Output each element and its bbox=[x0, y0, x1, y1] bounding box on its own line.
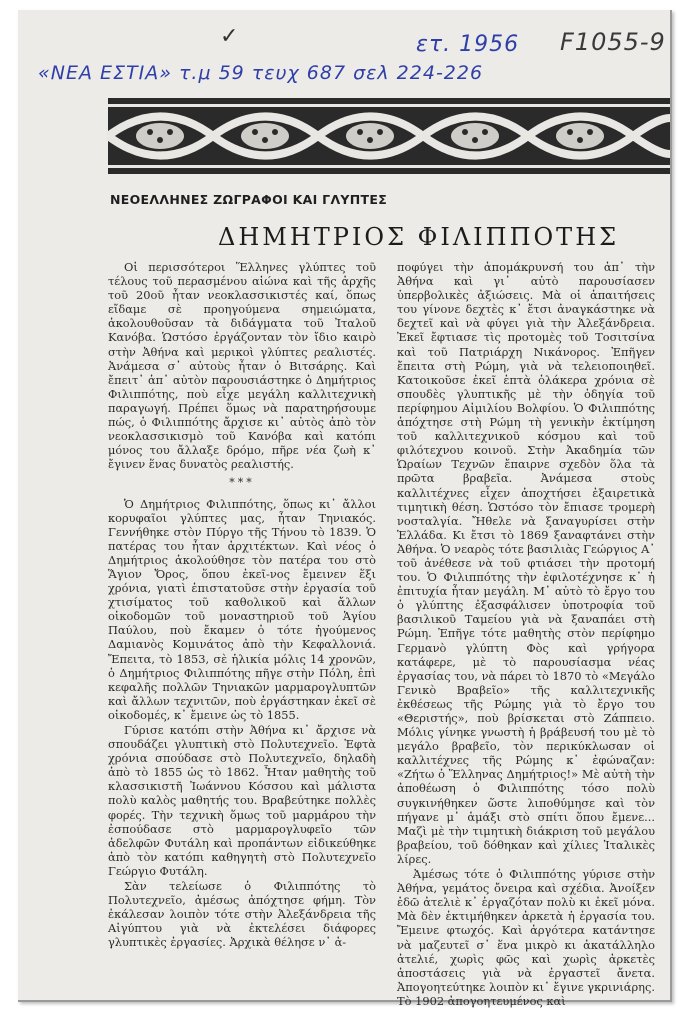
paragraph: Οἱ περισσότεροι Ἕλληνες γλύπτες τοῦ τέλους τοῦ περασμένου αἰώνα καὶ τῆς ἀρχῆς τοῦ 20οῦ ἦταν νεοκλασσικιστές καί, ὅπως εἴδαμε σὲ προηγούμενα σημειώματα, ἀκολουθοῦσαν τὰ διδάγματα τοῦ Ἰταλοῦ Κανόβα. Ὡστόσο ἐργάζονταν τὸν ἴδιο καιρὸ στὴν Ἀθήνα καὶ μερικοὶ γλύπτες ρεαλιστές. Ἀνάμεσα σ᾽ αὐτοὺς ἦταν ὁ Βιτσάρης. Καὶ ἔπειτ᾽ ἀπ᾽ αὐτὸν παρουσιάστηκε ὁ Δημήτριος Φιλιππότης, ποὺ εἶχε μεγάλη καλλιτεχνικὴ παραγωγή. Πρέπει ὅμως νὰ παρατηρήσουμε πώς, ὁ Φιλιππότης ἄρχισε κι᾽ αὐτὸς ἀπὸ τὸν νεοκλασσικισμὸ τοῦ Κανόβα καὶ κατόπι μόνος του ἄλλαξε δρόμο, πῆρε νέα ζωὴ κ᾽ ἔγινεν ἕνας δυνατὸς ρεαλιστής. bbox=[108, 260, 376, 472]
section-separator: *** bbox=[229, 476, 255, 490]
handwritten-checkmark: ✓ bbox=[220, 24, 240, 49]
handwritten-source-reference: «ΝΕΑ ΕΣΤΙΑ» τ.μ 59 τευχ 687 σελ 224-226 bbox=[38, 62, 484, 84]
right-column bbox=[397, 260, 655, 1008]
paragraph: Σὰν τελείωσε ὁ Φιλιππότης τὸ Πολυτεχνεῖο, ἀμέσως ἀπόχτησε φήμη. Τὸν ἐκάλεσαν λοιπὸν τότε στὴν Ἀλεξάνδρεια τῆς Αἰγύπτου γιὰ νὰ ἐκτελέσει διάφορες γλυπτικὲς ἐργασίες. Ἀρχικὰ θέλησε ν᾽ ἀ- bbox=[108, 879, 376, 950]
paragraph: Ὁ Δημήτριος Φιλιππότης, ὅπως κι᾽ ἄλλοι κορυφαῖοι γλύπτες μας, ἦταν Τηνιακός. Γεννήθηκε στὸν Πύργο τῆς Τήνου τὸ 1839. Ὁ πατέρας του ἦταν ἀρχιτέκτων. Καὶ νέος ὁ Δημήτριος ἀκολούθησε τὸν πατέρα του στὸ Ἅγιον Ὄρος, ὅπου ἐκεῖ-νος ἔμεινεν ἕξι χρόνια, γιατὶ ἐπιστατοῦσε στὴν ἐργασία τοῦ χτισίματος τοῦ καθολικοῦ καὶ ἄλλων οἰκοδομῶν τοῦ μοναστηριοῦ τοῦ Ἁγίου Παύλου, ποὺ ἔκαμεν ὁ τότε ἡγούμενος Δαμιανὸς Κομινάτος ἀπὸ τὴν Κεφαλλονιά. Ἔπειτα, τὸ 1853, σὲ ἡλικία μόλις 14 χρονῶν, ὁ Δημήτριος Φιλιππότης πῆγε στὴν Πόλη, ἐπὶ κεφαλῆς πολλῶν Τηνιακῶν μαρμαρογλυπτῶν καὶ ἄλλων τεχνιτῶν, ποὺ ἐργάστηκαν ἐκεῖ σὲ οἰκοδομές, κ᾽ ἔμεινε ὡς τὸ 1855. bbox=[108, 496, 376, 722]
handwritten-archive-code: F1055-9 bbox=[560, 28, 666, 56]
section-heading: ΝΕΟΕΛΛΗΝΕΣ ΖΩΓΡΑΦΟΙ ΚΑΙ ΓΛΥΠΤΕΣ bbox=[110, 192, 388, 207]
left-column bbox=[108, 260, 376, 950]
handwritten-date: ετ. 1956 bbox=[416, 32, 520, 57]
clipping-page bbox=[18, 10, 672, 1008]
paragraph: Ἀμέσως τότε ὁ Φιλιππότης γύρισε στὴν Ἀθήνα, γεμάτος ὄνειρα καὶ σχέδια. Ἀνοίξεν ἐδῶ ἀτελιὲ κ᾽ ἐργαζόταν πολὺ κι ἐκεῖ μόνα. Μὰ δὲν ἐκτιμήθηκεν ἀρκετὰ ἡ ἐργασία του. Ἔμεινε φτωχός. Καὶ ἀργότερα κατάντησε νὰ μαζευτεῖ σ᾽ ἕνα μικρὸ κι ἀκατάλληλο ἀτελιέ, χωρὶς φῶς καὶ χωρὶς ἀρκετὲς ἀποστάσεις γιὰ νὰ ἐργαστεῖ ἄνετα. Ἀπογοητεύτηκε λοιπὸν κι᾽ ἔγινε γκρινιάρης. Τὸ 1902 ἀπογοητευμένος καὶ bbox=[397, 867, 655, 1008]
paragraph: Γύρισε κατόπι στὴν Ἀθήνα κι᾽ ἄρχισε νὰ σπουδάζει γλυπτικὴ στὸ Πολυτεχνεῖο. Ἑφτὰ χρόνια σπούδασε στὸ Πολυτεχνεῖο, δηλαδὴ ἀπὸ τὸ 1855 ὡς τὸ 1862. Ἦταν μαθητὴς τοῦ κλασσικιστῆ Ἰωάννου Κόσσου καὶ μάλιστα πολὺ καλὸς μαθητής του. Βραβεύτηκε πολλὲς φορές. Τὴν τεχνικὴ ὅμως τοῦ μαρμάρου τὴν ἐσπούδασε στὸ μαρμαρογλυφεῖο τῶν ἀδελφῶν Φυτάλη καὶ προπάντων εἰδικεύθηκε ἀπὸ τὸν κατόπι καθηγητὴ στὸ Πολυτεχνεῖο Γεώργιο Φυτάλη. bbox=[108, 723, 376, 878]
paragraph: ποφύγει τὴν ἀπομάκρυνσή του ἀπ᾽ τὴν Ἀθήνα καὶ γι᾽ αὐτὸ παρουσίασεν ὑπερβολικὲς ἀξιώσεις. Μὰ οἱ ἀπαιτήσεις του γίνονε δεχτὲς κ᾽ ἔτσι ἀναγκάστηκε νὰ δεχτεῖ καὶ νὰ φύγει γιὰ τὴν Ἀλεξάνδρεια. Ἐκεῖ ἔφτιασε τὶς προτομὲς τοῦ Τοσιτσίνα καὶ τοῦ Πατριάρχη Νικάνορος. Ἐπῆγεν ἔπειτα στὴ Ρώμη, γιὰ νὰ τελειοποιηθεῖ. Κατοικοῦσε ἐκεῖ ἑπτὰ ὁλάκερα χρόνια σὲ σπουδὲς γλυπτικῆς μὲ τὴν ὁδηγία τοῦ περίφημου Αἰμιλίου Βολφίου. Ὁ Φιλιππότης ἀπόχτησε στὴ Ρώμη τὴ γενικὴν ἐκτίμηση τοῦ καλλιτεχνικοῦ κόσμου καὶ τοῦ φιλότεχνου κοινοῦ. Στὴν Ἀκαδημία τῶν Ὡραίων Τεχνῶν ἔπαιρνε σχεδὸν ὅλα τὰ πρῶτα βραβεῖα. Ἀνάμεσα στοὺς καλλιτέχνες εἶχεν ἀποχτήσει ἐξαιρετικὰ τιμητικὴ θέση. Ὡστόσο τὸν ἔπιασε τρομερὴ νοσταλγία. Ἤθελε νὰ ξαναγυρίσει στὴν Ἑλλάδα. Κι ἔτσι τὸ 1869 ξαναφτάνει στὴν Ἀθήνα. Ὁ νεαρὸς τότε βασιλιὰς Γεώργιος Α᾽ τοῦ ἀνέθεσε νὰ τοῦ φτιάσει τὴν προτομή του. Ὁ Φιλιππότης τὴν ἐφιλοτέχνησε κ᾽ ἡ ἐπιτυχία ἦταν μεγάλη. Μ᾽ αὐτὸ τὸ ἔργο του ὁ γλύπτης ἐξασφάλισεν ὑποτροφία τοῦ βασιλικοῦ Ταμείου γιὰ νὰ ξαναπάει στὴ Ρώμη. Ἐπῆγε τότε μαθητὴς στὸν περίφημο Γερμανὸ γλύπτη Φὸς καὶ γρήγορα κατάφερε, μὲ τὸ παρουσίασμα νέας ἐργασίας του, νὰ πάρει τὸ 1870 τὸ «Μεγάλο Γενικὸ Βραβεῖο» τῆς καλλιτεχνικῆς ἐκθέσεως τῆς Ρώμης γιὰ τὸ ἔργο του «Θεριστής», ποὺ βρίσκεται στὸ Ζάππειο. Μόλις γίνηκε γνωστὴ ἡ βράβευσή του μὲ τὸ μεγάλο βραβεῖο, τὸν περικύκλωσαν οἱ καλλιτέχνες τῆς Ρώμης κ᾽ ἐφώναζαν: «Ζήτω ὁ Ἕλληνας Δημήτριος!» Μὲ αὐτὴ τὴν ἀποθέωση ὁ Φιλιππότης τόσο πολὺ συγκινήθηκεν ὥστε λιποθύμησε καὶ τὸν πήγανε μ᾽ ἁμάξι στὸ σπίτι ὅπου ἔμενε... Μαζὶ μὲ τὴν τιμητικὴ διάκριση τοῦ μεγάλου βραβείου, τοῦ δόθηκαν καὶ χίλιες Ἰταλικὲς λίρες. bbox=[397, 260, 655, 866]
article-title: ΔΗΜΗΤΡΙΟΣ ΦΙΛΙΠΠΟΤΗΣ bbox=[218, 223, 620, 251]
decorative-braid-border bbox=[108, 98, 670, 174]
